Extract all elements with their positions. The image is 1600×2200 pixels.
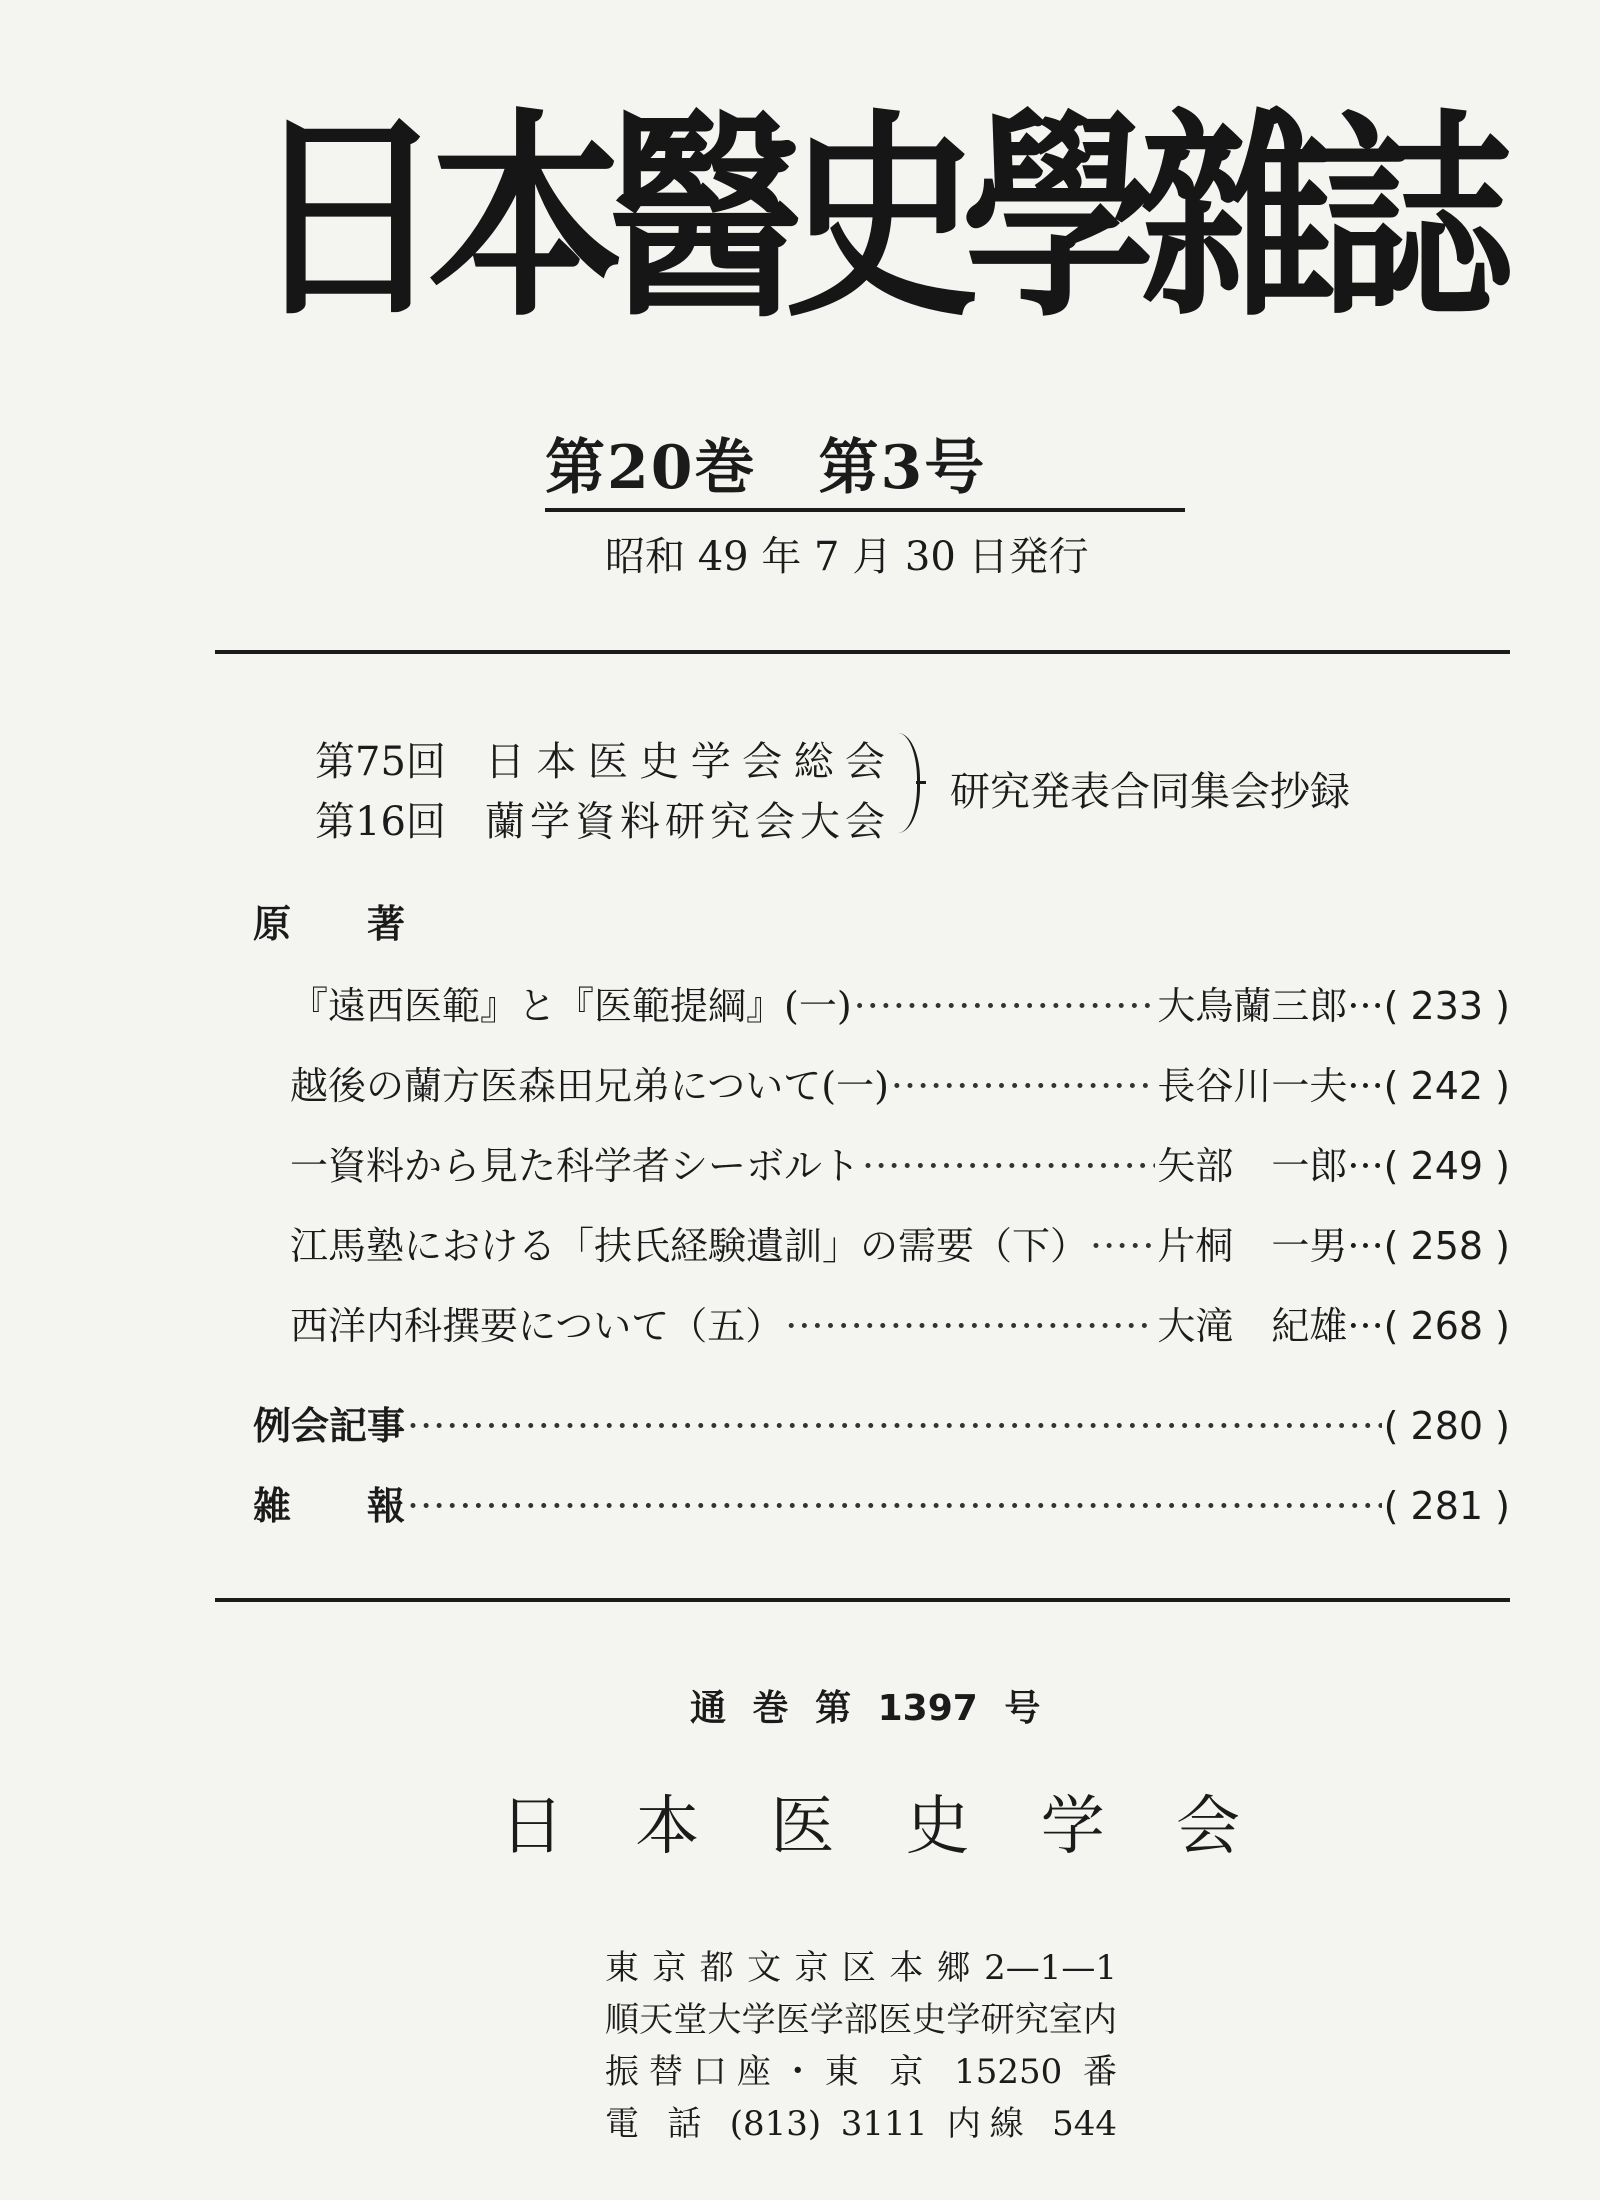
toc-entry-title: 雑報 (253, 1484, 405, 1528)
issue-underline (545, 508, 1185, 512)
toc-entry-title: 例会記事 (253, 1404, 406, 1448)
toc-entry-page: ( 281 ) (1383, 1484, 1510, 1528)
publisher-name: 日本医史学会 (500, 1790, 1240, 1864)
serial-issue-number: 通 巻 第 1397 号 (690, 1688, 1041, 1729)
meeting-name: 蘭学資料研究会大会 (485, 799, 885, 845)
toc-entry-title: 一資料から見た科学者シーボルト (290, 1144, 861, 1188)
toc-entry-author: 長谷川一夫 (1157, 1064, 1348, 1108)
toc-entry-author: 片桐 一男 (1157, 1224, 1348, 1268)
toc-entry-page: ( 280 ) (1383, 1404, 1510, 1448)
toc-leader-dots (854, 984, 1156, 1028)
toc-entry[interactable] (290, 1135, 1510, 1188)
toc-entry-title: 越後の蘭方医森田兄弟について(一) (290, 1064, 889, 1108)
publication-date: 昭和 49 年 7 月 30 日発行 (605, 534, 1089, 580)
toc-author-dots: ··· (1347, 1304, 1384, 1348)
toc-leader-dots (1090, 1224, 1155, 1268)
toc-entry-meeting-reports[interactable] (253, 1395, 1510, 1448)
toc-author-dots: ··· (1347, 1224, 1384, 1268)
meeting-name: 日本医史学会総会 (485, 739, 885, 785)
meeting-brace-tip (916, 781, 926, 784)
publisher-address: 東京都文京区本郷2—1—1 (605, 1948, 1117, 1988)
toc-leader-dots (407, 1404, 1382, 1448)
toc-leader-dots (891, 1064, 1155, 1108)
meeting-number: 第75回 (315, 739, 446, 785)
toc-leader-dots (785, 1304, 1155, 1348)
toc-entry-author: 矢部 一郎 (1157, 1144, 1348, 1188)
toc-entry-page: ( 258 ) (1383, 1224, 1510, 1268)
meeting-row-general (315, 730, 885, 787)
telephone-number: 電 話 (813) 3111 内線 544 (605, 2104, 1117, 2144)
toc-author-dots: ··· (1347, 1064, 1384, 1108)
toc-entry-author: 大滝 紀雄 (1157, 1304, 1348, 1348)
meeting-row-rangaku (315, 790, 885, 847)
toc-leader-dots (862, 1144, 1155, 1188)
issue-number: 第20巻 第3号 (545, 433, 987, 503)
section-label-original-articles: 原著 (253, 902, 405, 946)
publisher-office: 順天堂大学医学部医史学研究室内 (605, 2000, 1117, 2040)
top-divider (215, 650, 1510, 654)
toc-entry-page: ( 233 ) (1383, 984, 1510, 1028)
toc-entry-title: 『遠西医範』と『医範提綱』(一) (290, 984, 852, 1028)
toc-author-dots: ··· (1347, 984, 1384, 1028)
toc-entry-miscellaneous[interactable] (253, 1475, 1510, 1528)
toc-entry-title: 西洋内科撰要について（五） (290, 1304, 784, 1348)
toc-author-dots: ··· (1347, 1144, 1384, 1188)
journal-title: 日本醫史學雜誌 (250, 91, 1497, 348)
toc-leader-dots (407, 1484, 1382, 1528)
meeting-number: 第16回 (315, 799, 446, 845)
toc-entry-author: 大鳥蘭三郎 (1157, 984, 1348, 1028)
toc-entry[interactable] (290, 1055, 1510, 1108)
toc-entry[interactable] (290, 975, 1510, 1028)
toc-entry-page: ( 268 ) (1383, 1304, 1510, 1348)
toc-entry[interactable] (290, 1215, 1510, 1268)
meeting-proceedings-title: 研究発表合同集会抄録 (950, 769, 1350, 815)
toc-entry-page: ( 249 ) (1383, 1144, 1510, 1188)
toc-entry-title: 江馬塾における「扶氏経験遺訓」の需要（下） (290, 1224, 1089, 1268)
toc-entry-page: ( 242 ) (1383, 1064, 1510, 1108)
toc-entry[interactable] (290, 1295, 1510, 1348)
postal-transfer-account: 振替口座・東 京 15250 番 (605, 2052, 1117, 2092)
bottom-divider (215, 1598, 1510, 1602)
